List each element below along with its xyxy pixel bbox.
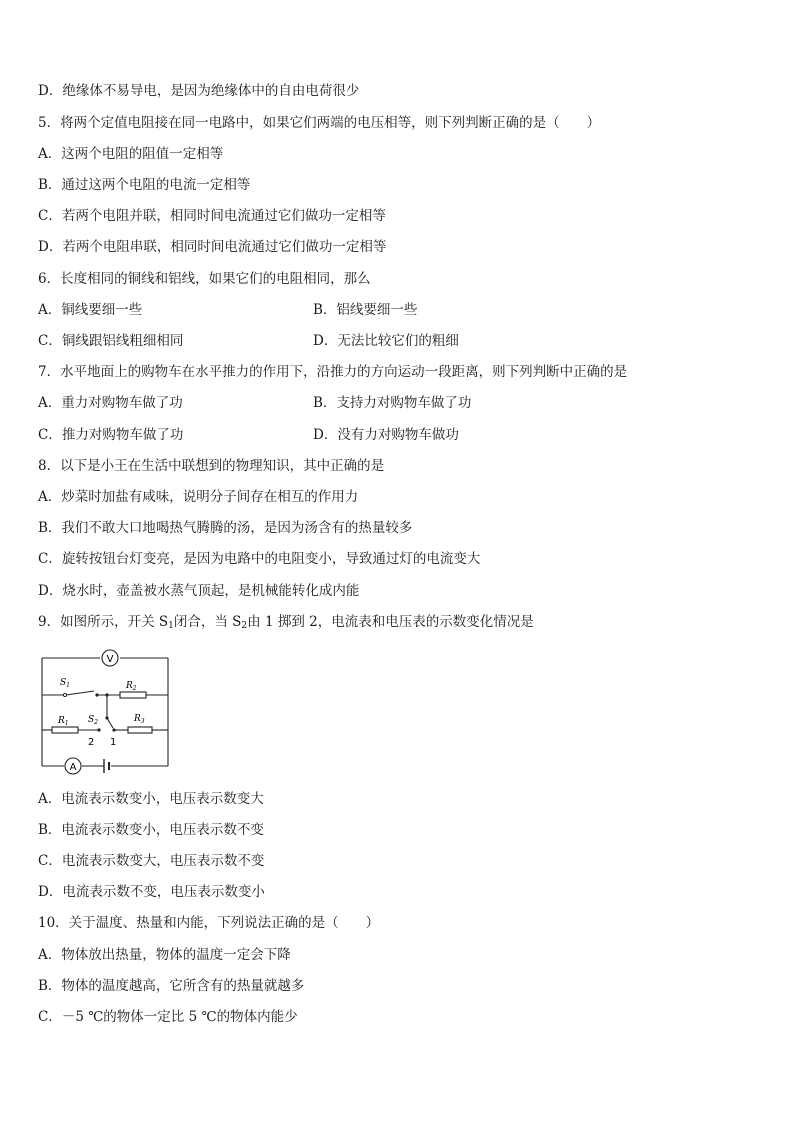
q8-option-c: C．旋转按钮台灯变亮，是因为电路中的电阻变小，导致通过灯的电流变大: [38, 551, 481, 567]
q5-option-d: D．若两个电阻串联，相同时间电流通过它们做功一定相等: [38, 239, 387, 255]
q10-option-a: A．物体放出热量，物体的温度一定会下降: [38, 947, 291, 963]
resistor-r2: [120, 692, 146, 698]
q8-option-d: D．烧水时，壶盖被水蒸气顶起，是机械能转化成内能: [38, 583, 360, 599]
q7-option-d: D．没有力对购物车做功: [313, 427, 459, 443]
s2-terminal-2-label: 2: [88, 737, 95, 748]
r2-label: $R_2$: [126, 681, 137, 692]
s1-contact-right: [95, 693, 98, 696]
resistor-r3: [128, 727, 152, 733]
s1-label: $S_1$: [60, 678, 70, 689]
q8-option-b: B．我们不敢大口地喝热气腾腾的汤，是因为汤含有的热量较多: [38, 520, 413, 536]
r3-label: $R_3$: [134, 714, 145, 725]
q9-option-b: B．电流表示数变小，电压表示数不变: [38, 822, 264, 838]
q9-stem-part1: 9．如图所示，开关 S: [38, 614, 169, 630]
resistor-r1: [52, 727, 78, 733]
q7-option-b: B．支持力对购物车做了功: [313, 395, 472, 411]
q9-option-d: D．电流表示数不变，电压表示数变小: [38, 884, 265, 900]
q7-option-a: A．重力对购物车做了功: [38, 395, 183, 411]
s2-contact-2: [97, 728, 100, 731]
q6-option-b: B．铝线要细一些: [313, 302, 418, 318]
circuit-diagram: [36, 648, 176, 778]
s2-label: $S_2$: [88, 715, 98, 726]
voltmeter-label: V: [106, 654, 114, 665]
ammeter-label: A: [69, 762, 77, 773]
junction-dot: [105, 693, 108, 696]
s2-contact-1: [112, 728, 115, 731]
q10-option-c: C．－5 ℃的物体一定比 5 ℃的物体内能少: [38, 1009, 298, 1025]
q5-option-a: A．这两个电阻的阻值一定相等: [38, 146, 224, 162]
q9-option-a: A．电流表示数变小，电压表示数变大: [38, 791, 264, 807]
q6-option-c: C．铜线跟铝线粗细相同: [38, 333, 184, 349]
s2-pivot: [105, 716, 108, 719]
q8-stem: 8．以下是小王在生活中联想到的物理知识，其中正确的是: [38, 458, 385, 474]
q9-stem: [38, 613, 534, 631]
q7-stem: 7．水平地面上的购物车在水平推力的作用下，沿推力的方向运动一段距离，则下列判断中正确的是: [38, 364, 628, 380]
q5-stem: 5．将两个定值电阻接在同一电路中，如果它们两端的电压相等，则下列判断正确的是（ ）: [38, 115, 601, 131]
s1-contact-left: [63, 693, 66, 696]
s2-terminal-1-label: 1: [110, 737, 117, 748]
q6-option-a: A．铜线要细一些: [38, 302, 143, 318]
q5-option-b: B．通过这两个电阻的电流一定相等: [38, 177, 251, 193]
q10-option-b: B．物体的温度越高，它所含有的热量就越多: [38, 978, 305, 994]
q4-option-d: D．绝缘体不易导电，是因为绝缘体中的自由电荷很少: [38, 83, 360, 99]
q5-option-c: C．若两个电阻并联，相同时间电流通过它们做功一定相等: [38, 208, 386, 224]
q6-option-d: D．无法比较它们的粗细: [313, 333, 459, 349]
r1-label: $R_1$: [58, 716, 69, 727]
q9-s1-subscript: 1: [168, 621, 174, 631]
q9-option-c: C．电流表示数变大，电压表示数不变: [38, 853, 265, 869]
q6-stem: 6．长度相同的铜线和铝线，如果它们的电阻相同，那么: [38, 271, 371, 287]
q9-stem-part3: 由 1 掷到 2，电流表和电压表的示数变化情况是: [247, 614, 534, 630]
q9-stem-part2: 闭合，当 S: [173, 614, 242, 630]
q8-option-a: A．炒菜时加盐有咸味，说明分子间存在相互的作用力: [38, 489, 359, 505]
q10-stem: 10．关于温度、热量和内能，下列说法正确的是（ ）: [38, 915, 380, 931]
q9-s2-subscript: 2: [241, 621, 248, 631]
q7-option-c: C．推力对购物车做了功: [38, 427, 184, 443]
